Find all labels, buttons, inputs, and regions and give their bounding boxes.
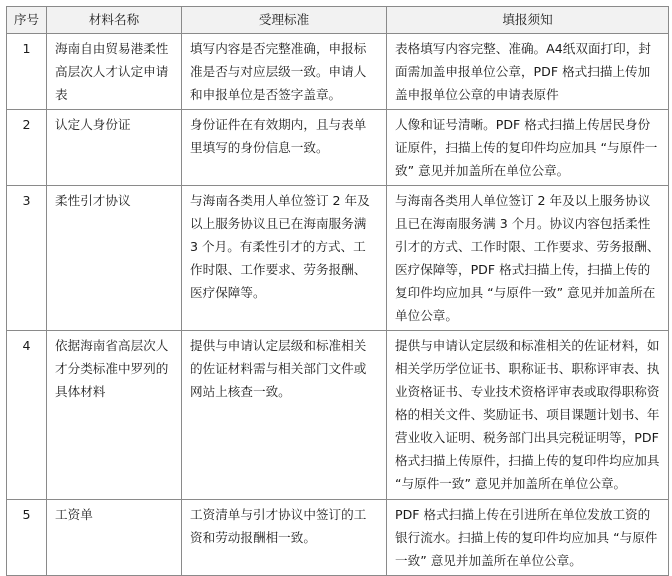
row-notes: PDF 格式扫描上传在引进所在单位发放工资的银行流水。扫描上传的复印件均应加具 “与原件一致” 意见并加盖所在单位公章。 <box>387 500 669 576</box>
row-index: 5 <box>7 500 47 576</box>
header-material: 材料名称 <box>47 7 182 34</box>
row-material: 海南自由贸易港柔性高层次人才认定申请表 <box>47 34 182 110</box>
header-standard: 受理标准 <box>182 7 387 34</box>
row-material: 依据海南省高层次人才分类标准中罗列的具体材料 <box>47 331 182 500</box>
table-row <box>7 331 669 500</box>
row-standard: 填写内容是否完整准确，申报标准是否与对应层级一致。申请人和申报单位是否签字盖章。 <box>182 34 387 110</box>
table-header-row <box>7 7 669 34</box>
row-material: 认定人身份证 <box>47 110 182 186</box>
row-standard: 身份证件在有效期内，且与表单里填写的身份信息一致。 <box>182 110 387 186</box>
row-index: 3 <box>7 186 47 331</box>
row-index: 2 <box>7 110 47 186</box>
header-notes: 填报须知 <box>387 7 669 34</box>
row-notes: 表格填写内容完整、准确。A4纸双面打印，封面需加盖申报单位公章，PDF 格式扫描上传加盖申报单位公章的申请表原件 <box>387 34 669 110</box>
row-notes: 人像和证号清晰。PDF 格式扫描上传居民身份证原件，扫描上传的复印件均应加具 “与原件一致” 意见并加盖所在单位公章。 <box>387 110 669 186</box>
header-index: 序号 <box>7 7 47 34</box>
row-standard: 提供与申请认定层级和标准相关的佐证材料需与相关部门文件或网站上核查一致。 <box>182 331 387 500</box>
application-materials-table <box>6 6 669 576</box>
row-index: 4 <box>7 331 47 500</box>
row-notes: 提供与申请认定层级和标准相关的佐证材料，如相关学历学位证书、职称证书、职称评审表、执业资格证书、专业技术资格评审表或取得职称资格的相关文件、奖励证书、项目课题计划书、年营业收入证明、税务部门出具完税证明等，PDF 格式扫描上传原件，扫描上传的复印件均应加具 “与原件一致” 意见并加盖所在单位公章。 <box>387 331 669 500</box>
row-material: 柔性引才协议 <box>47 186 182 331</box>
row-standard: 工资清单与引才协议中签订的工资和劳动报酬相一致。 <box>182 500 387 576</box>
table-row <box>7 34 669 110</box>
table-row <box>7 500 669 576</box>
row-standard: 与海南各类用人单位签订 2 年及以上服务协议且已在海南服务满 3 个月。有柔性引才的方式、工作时限、工作要求、劳务报酬、医疗保障等。 <box>182 186 387 331</box>
table-row <box>7 186 669 331</box>
row-material: 工资单 <box>47 500 182 576</box>
row-notes: 与海南各类用人单位签订 2 年及以上服务协议且已在海南服务满 3 个月。协议内容包括柔性引才的方式、工作时限、工作要求、劳务报酬、医疗保障等，PDF 格式扫描上传，扫描上传的复印件均应加具 “与原件一致” 意见并加盖所在单位公章。 <box>387 186 669 331</box>
row-index: 1 <box>7 34 47 110</box>
table-row <box>7 110 669 186</box>
